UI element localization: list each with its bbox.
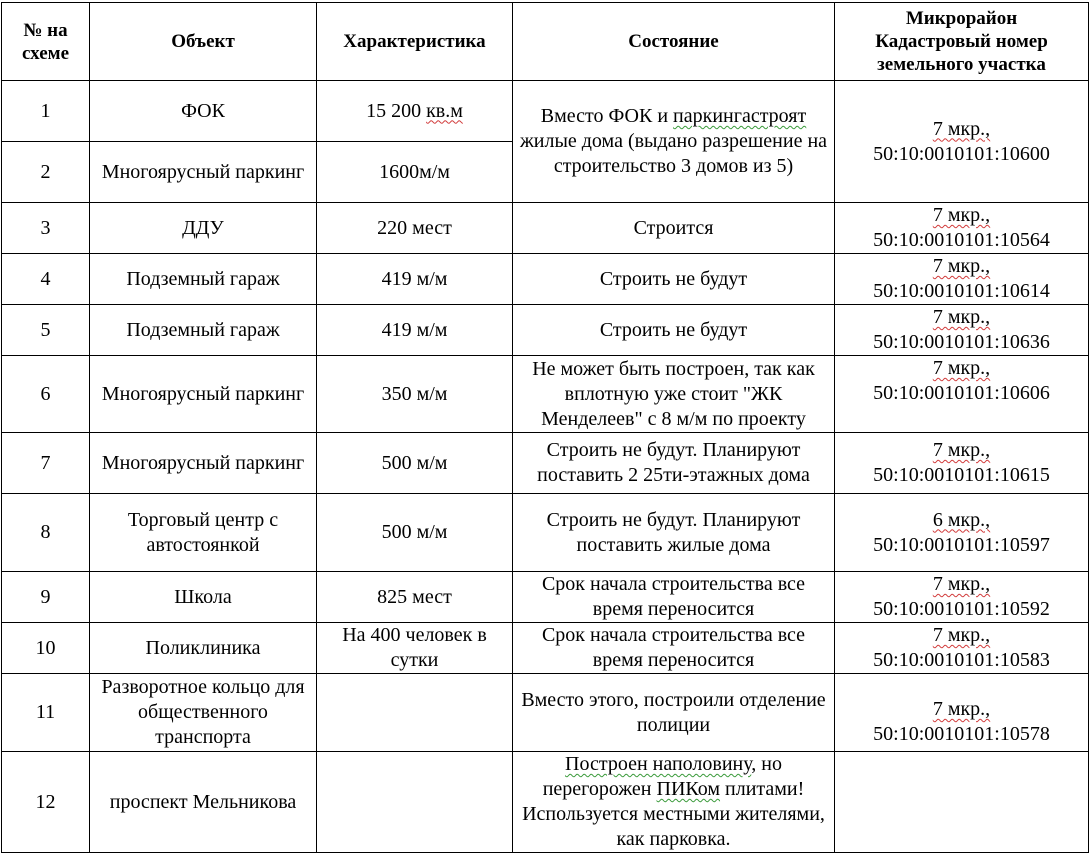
- cell-num: 11: [2, 674, 90, 752]
- table-row: [2, 623, 1089, 674]
- cell-state: Вместо этого, построили отделение полиции: [513, 674, 835, 752]
- cell-characteristic: 419 м/м: [317, 305, 513, 356]
- cell-object: ФОК: [90, 81, 317, 142]
- cell-object: Поликлиника: [90, 623, 317, 674]
- cell-state: Строить не будут: [513, 254, 835, 305]
- cell-state-merged: [513, 81, 835, 203]
- cell-object: Подземный гараж: [90, 254, 317, 305]
- cell-state: Строить не будут. Планируют поставить 2 25ти-этажных дома: [513, 433, 835, 494]
- district-mkr: 7 мкр.,: [932, 117, 991, 140]
- cell-district-merged: [835, 81, 1089, 203]
- cell-num: 8: [2, 494, 90, 572]
- cell-characteristic: 1600м/м: [317, 142, 513, 203]
- header-row: [2, 3, 1089, 81]
- cell-district: [835, 433, 1089, 494]
- state-part2: паркингастроят: [673, 105, 807, 127]
- cell-object: проспект Мельникова: [90, 752, 317, 853]
- cell-district: [835, 305, 1089, 356]
- cell-state: Строится: [513, 203, 835, 254]
- cell-num: 1: [2, 81, 90, 142]
- cell-object: ДДУ: [90, 203, 317, 254]
- state-part2: , но перегорожен: [542, 753, 782, 800]
- state-part1: Построен наполовину: [565, 753, 752, 775]
- district-cad: 50:10:0010101:10578: [873, 723, 1050, 745]
- state-part1: Вместо ФОК и: [540, 105, 674, 127]
- cell-num: 5: [2, 305, 90, 356]
- cell-state: Срок начала строительства все время переносится: [513, 572, 835, 623]
- cell-num: 3: [2, 203, 90, 254]
- cell-characteristic: [317, 674, 513, 752]
- state-part3: жилые дома (выдано разрешение на строительство 3 домов из 5): [519, 130, 828, 177]
- cell-num: 2: [2, 142, 90, 203]
- district-cad: 50:10:0010101:10597: [873, 533, 1050, 556]
- district-mkr: 7 мкр.,: [932, 439, 991, 461]
- cell-object: Многоярусный паркинг: [90, 356, 317, 433]
- cell-district: [835, 752, 1089, 853]
- cell-characteristic: 220 мест: [317, 203, 513, 254]
- cell-district: [835, 356, 1089, 433]
- char-unit: кв.м: [426, 99, 463, 122]
- table-row: [2, 305, 1089, 356]
- cell-state: Строить не будут: [513, 305, 835, 356]
- cell-object: Школа: [90, 572, 317, 623]
- district-cad: 50:10:0010101:10564: [873, 229, 1050, 251]
- district-mkr: 7 мкр.,: [932, 255, 991, 277]
- cell-num: 7: [2, 433, 90, 494]
- header-state: Состояние: [513, 3, 835, 81]
- cell-district: [835, 494, 1089, 572]
- table-row: [2, 752, 1089, 853]
- char-number: 15 200: [366, 99, 427, 122]
- district-cad: 50:10:0010101:10583: [873, 649, 1050, 671]
- cell-state: Не может быть построен, так как вплотную уже стоит "ЖК Менделеев" с 8 м/м по проекту: [513, 356, 835, 433]
- district-cad: 50:10:0010101:10592: [873, 598, 1050, 620]
- header-district-line2: Кадастровый номер земельного участка: [875, 31, 1048, 75]
- table-row: [2, 572, 1089, 623]
- table-row: [2, 433, 1089, 494]
- district-cad: 50:10:0010101:10615: [873, 464, 1050, 486]
- table-row: [2, 81, 1089, 142]
- table-row: [2, 254, 1089, 305]
- district-cad: 50:10:0010101:10600: [873, 142, 1050, 165]
- table-row: [2, 494, 1089, 572]
- cell-characteristic: 500 м/м: [317, 494, 513, 572]
- state-part4: плитами! Используется местными жителями, как парковка.: [522, 778, 825, 850]
- cell-district: [835, 203, 1089, 254]
- cell-num: 6: [2, 356, 90, 433]
- cell-state: Срок начала строительства все время переносится: [513, 623, 835, 674]
- header-characteristic: Характеристика: [317, 3, 513, 81]
- district-cad: 50:10:0010101:10614: [873, 280, 1050, 302]
- cell-district: [835, 623, 1089, 674]
- cell-object: Разворотное кольцо для общественного транспорта: [90, 674, 317, 752]
- district-mkr: 7 мкр.,: [932, 306, 991, 328]
- cell-state: Строить не будут. Планируют поставить жилые дома: [513, 494, 835, 572]
- district-mkr: 7 мкр.,: [932, 573, 991, 595]
- cell-num: 9: [2, 572, 90, 623]
- district-mkr: 7 мкр.,: [932, 204, 991, 226]
- table-row: [2, 356, 1089, 433]
- cell-characteristic: 825 мест: [317, 572, 513, 623]
- header-district-line1: Микрорайон: [905, 8, 1018, 29]
- cell-district: [835, 572, 1089, 623]
- cell-object: Подземный гараж: [90, 305, 317, 356]
- district-mkr: 6 мкр.,: [932, 508, 991, 531]
- district-mkr: 7 мкр.,: [932, 357, 991, 379]
- district-cad: 50:10:0010101:10606: [873, 382, 1050, 404]
- district-mkr: 7 мкр.,: [932, 624, 991, 646]
- header-num: № на схеме: [2, 3, 90, 81]
- objects-table: [1, 2, 1089, 853]
- cell-characteristic: На 400 человек в сутки: [317, 623, 513, 674]
- cell-district: [835, 254, 1089, 305]
- table-row: [2, 674, 1089, 752]
- header-district: [835, 3, 1089, 81]
- cell-district: [835, 674, 1089, 752]
- table-row: [2, 203, 1089, 254]
- cell-object: Многоярусный паркинг: [90, 433, 317, 494]
- state-part3: ПИКом: [656, 778, 721, 800]
- cell-object: Многоярусный паркинг: [90, 142, 317, 203]
- district-cad: 50:10:0010101:10636: [873, 331, 1050, 353]
- cell-num: 4: [2, 254, 90, 305]
- cell-characteristic: 500 м/м: [317, 433, 513, 494]
- cell-characteristic: 419 м/м: [317, 254, 513, 305]
- cell-characteristic: 350 м/м: [317, 356, 513, 433]
- cell-num: 10: [2, 623, 90, 674]
- cell-num: 12: [2, 752, 90, 853]
- cell-object: Торговый центр с автостоянкой: [90, 494, 317, 572]
- cell-characteristic: [317, 81, 513, 142]
- cell-state: [513, 752, 835, 853]
- cell-characteristic: [317, 752, 513, 853]
- header-object: Объект: [90, 3, 317, 81]
- district-mkr: 7 мкр.,: [932, 698, 991, 720]
